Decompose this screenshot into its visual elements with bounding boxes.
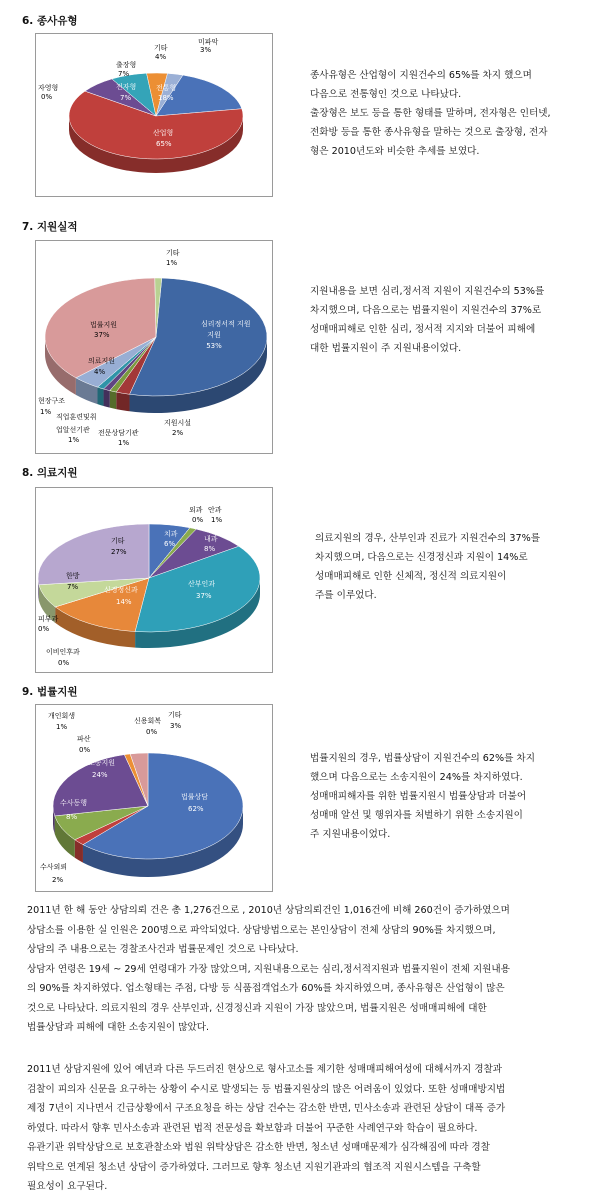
label-obgyn-name: 산부인과 <box>188 580 216 588</box>
label-lawsuit-value: 24% <box>92 771 108 779</box>
summary-line: 2011년 상담지원에 있어 예년과 다른 두드러진 현상으로 형사고소를 제기한 성매매피해여성에 대해서까지 경찰과 <box>27 1064 502 1075</box>
pie-slice-기타 <box>38 524 149 585</box>
label-investigation-name: 수사외뢰 <box>40 863 68 871</box>
description-line: 종사유형은 산업형이 지원건수의 65%를 차지 했으며 <box>310 70 532 81</box>
label-misc-name: 미파악 <box>198 38 219 46</box>
summary-line: 2011년 한 해 동안 상담의뢰 건은 총 1,276건으로 , 2010년 상담의뢰건인 1,016건에 비해 260건이 증가하였으며 <box>27 905 510 916</box>
label-credit-value: 0% <box>146 728 158 736</box>
label-psych-name: 심리정서적 지원 <box>201 320 251 328</box>
description-line: 주를 이루었다. <box>315 590 377 601</box>
label-lawsuit-name: 소송지원 <box>88 759 116 767</box>
label-legal-counsel-name: 법률상담 <box>181 793 209 801</box>
label-credit-name: 신용회복 <box>134 717 162 725</box>
label-derm-value: 0% <box>38 625 50 633</box>
label-legal-name: 법률지원 <box>90 321 118 329</box>
summary-line: 상담소를 이용한 실 인원은 200명으로 파악되었다. 상담방법으로는 본인상담이 전체 상담의 90%를 차지했으며, <box>27 924 496 936</box>
label-obgyn-value: 37% <box>196 592 212 600</box>
label-industrial-name: 산업형 <box>153 129 174 137</box>
label-internal-name: 내과 <box>204 535 218 543</box>
pie-side-wall <box>116 392 129 411</box>
pie-side-wall <box>104 389 110 408</box>
description-line: 법률지원의 경우, 법률상담이 지원건수의 62%를 차지 <box>310 753 535 764</box>
pie-chart-support-record <box>36 241 272 453</box>
label-other-value: 1% <box>166 259 178 267</box>
label-investigation-value: 2% <box>52 876 64 884</box>
chart-frame-medical-support <box>35 487 273 673</box>
summary-line: 위탁으로 연계된 청소년 상담이 증가하였다. 그러므로 향후 청소년 지원기관과의 협조적 지원시스템을 구축할 <box>27 1161 481 1173</box>
description-line: 했으며 다음으로는 소송지원이 24%를 차지하였다. <box>310 772 523 783</box>
label-counseling-value: 1% <box>118 439 130 447</box>
pie-chart-employment-type <box>36 34 272 196</box>
label-business-trip-value: 7% <box>118 70 130 78</box>
section-heading: 9. 법률지원 <box>22 686 78 698</box>
section-heading: 7. 지원실적 <box>22 221 78 233</box>
label-ent-value: 0% <box>58 659 70 667</box>
label-vocational-name-1: 직업훈련및취 <box>56 413 97 421</box>
pie-slices <box>45 278 267 413</box>
label-traditional-name: 전통형 <box>156 84 177 92</box>
label-internal-value: 8% <box>204 545 216 553</box>
pie-slices <box>53 753 243 877</box>
section-heading: 8. 의료지원 <box>22 467 78 479</box>
pie-chart-legal-support <box>36 705 272 891</box>
label-counseling-name: 전문상담기관 <box>98 429 139 437</box>
label-electronic-name: 전자형 <box>116 83 137 91</box>
description-line: 주 지원내용이었다. <box>310 829 391 840</box>
label-etc-value: 3% <box>170 722 182 730</box>
label-etc-name: 기타 <box>168 711 182 719</box>
label-surgery-name: 외과 <box>189 506 203 514</box>
label-bankruptcy-value: 0% <box>79 746 91 754</box>
summary-paragraph-1 <box>27 901 593 1038</box>
label-surgery-value: 0% <box>192 516 204 524</box>
label-other-value: 4% <box>155 53 167 61</box>
label-psychiatry-name: 신경정신과 <box>104 586 138 594</box>
label-rehab-value: 1% <box>56 723 68 731</box>
summary-line: 의 90%를 차지하였다. 업소형태는 주점, 다방 등 식품접객업소가 60%를 차지하였으며, 종사유형은 산업형이 많은 <box>27 983 505 994</box>
label-vocational-name-2: 업알선기관 <box>56 426 90 434</box>
section-description <box>310 749 600 844</box>
label-oriental-value: 7% <box>67 583 79 591</box>
section-description <box>310 282 600 358</box>
description-line: 지원내용을 보면 심리,정서적 지원이 지원건수의 53%를 <box>310 286 545 297</box>
label-self-employed-value: 0% <box>41 93 53 101</box>
label-legal-value: 37% <box>94 331 110 339</box>
pie-side-wall <box>98 387 104 406</box>
description-line: 성매매 알선 및 행위자를 처벌하기 위한 소송지원이 <box>310 810 523 821</box>
label-oriental-name: 한방 <box>66 572 80 580</box>
summary-line: 하였다. 따라서 향후 민사소송과 관련된 법적 전문성을 확보함과 더불어 꾸준한 사례연구와 학습이 필요하다. <box>27 1122 478 1134</box>
pie-side-wall <box>110 391 116 409</box>
label-legal-counsel-value: 62% <box>188 805 204 813</box>
label-rescue-value: 1% <box>40 408 52 416</box>
chart-frame-employment-type <box>35 33 273 197</box>
label-rescue-name: 현장구조 <box>38 397 66 405</box>
label-psych-value: 53% <box>206 342 222 350</box>
label-psychiatry-value: 14% <box>116 598 132 606</box>
label-industrial-value: 65% <box>156 140 172 148</box>
label-traditional-value: 18% <box>158 94 174 102</box>
label-medical-value: 4% <box>94 368 106 376</box>
label-vocational-value: 1% <box>68 436 80 444</box>
label-derm-name: 피부과 <box>38 615 59 623</box>
summary-line: 법률상담과 피해에 대한 소송지원이 많았다. <box>27 1022 210 1033</box>
label-psych-sub: 지원 <box>207 331 221 339</box>
label-medical-name: 의료지원 <box>88 357 116 365</box>
label-accompany-value: 8% <box>66 813 78 821</box>
summary-line: 것으로 나타났다. 의료지원의 경우 산부인과, 신경정신과 지원이 가장 많았으며, 법률지원은 성매매피해에 대한 <box>27 1002 487 1014</box>
description-line: 차지했으며, 다음으로는 신경정신과 지원이 14%로 <box>315 552 528 563</box>
label-etc-value: 27% <box>111 548 127 556</box>
description-line: 성매매피해로 인한 심리, 정서적 지지와 더불어 피해에 <box>310 324 536 335</box>
label-facility-value: 2% <box>172 429 184 437</box>
summary-line: 제정 7년이 지나면서 긴급상황에서 구조요청을 하는 상담 건수는 감소한 반면, 민사소송과 관련된 상담이 대폭 증가 <box>27 1103 506 1114</box>
label-dental-value: 6% <box>164 540 176 548</box>
label-etc-name: 기타 <box>111 537 125 545</box>
label-business-trip-name: 출장형 <box>116 61 137 69</box>
description-line: 성매매피해로 인한 신체적, 정신적 의료지원이 <box>315 571 507 582</box>
chart-frame-legal-support <box>35 704 273 892</box>
summary-line: 필요성이 요구된다. <box>27 1181 108 1192</box>
section-description <box>310 66 600 161</box>
description-line: 출장형은 보도 등을 통한 형태를 말하며, 전자형은 인터넷, <box>310 108 551 119</box>
label-eye-value: 1% <box>211 516 223 524</box>
summary-line: 상담자 연령은 19세 ~ 29세 연령대가 가장 많았으며, 지원내용으로는 심리,정서적지원과 법률지원이 전체 지원내용 <box>27 963 510 975</box>
description-line: 형은 2010년도와 비슷한 추세를 보였다. <box>310 146 480 157</box>
label-electronic-value: 7% <box>120 94 132 102</box>
label-eye-name: 안과 <box>208 506 222 514</box>
description-line: 의료지원의 경우, 산부인과 진료가 지원건수의 37%를 <box>315 533 540 544</box>
summary-line: 검찰이 피의자 신문을 요구하는 상황이 수시로 발생되는 등 법률지원상의 많은 어려움이 있었다. 또한 성매매방지법 <box>27 1083 506 1095</box>
section-heading: 6. 종사유형 <box>22 15 78 27</box>
summary-line: 유관기관 위탁상담으로 보호관찰소와 법원 위탁상담은 감소한 반면, 청소년 성매매문제가 심각해짐에 따라 경찰 <box>27 1142 490 1153</box>
description-line: 대한 법률지원이 주 지원내용이었다. <box>310 343 462 354</box>
description-line: 전화방 등을 통한 종사유형을 말하는 것으로 출장형, 전자 <box>310 127 548 138</box>
label-ent-name: 이비인후과 <box>46 648 80 656</box>
label-other-name: 기타 <box>154 44 168 52</box>
chart-frame-support-record <box>35 240 273 454</box>
label-dental-name: 치과 <box>164 530 178 538</box>
label-bankruptcy-name: 파산 <box>77 735 91 743</box>
pie-chart-medical-support <box>36 488 272 672</box>
label-facility-name: 지원시설 <box>164 419 192 427</box>
label-misc-value: 3% <box>200 46 212 54</box>
section-description <box>315 529 600 605</box>
description-line: 성매매피해자를 위한 법률지원시 법률상담과 더불어 <box>310 791 527 802</box>
summary-line: 상담의 주 내용으로는 경찰조사건과 법률문제인 것으로 나타났다. <box>27 944 299 955</box>
label-other-name: 기타 <box>166 249 180 257</box>
summary-paragraph-2 <box>27 1060 593 1197</box>
label-rehab-name: 개인회생 <box>48 712 76 720</box>
label-accompany-name: 수사동행 <box>60 799 88 807</box>
label-self-employed-name: 자영형 <box>38 84 59 92</box>
description-line: 차지했으며, 다음으로는 법률지원이 지원건수의 37%로 <box>310 305 542 316</box>
description-line: 다음으로 전통형인 것으로 나타났다. <box>310 89 462 100</box>
